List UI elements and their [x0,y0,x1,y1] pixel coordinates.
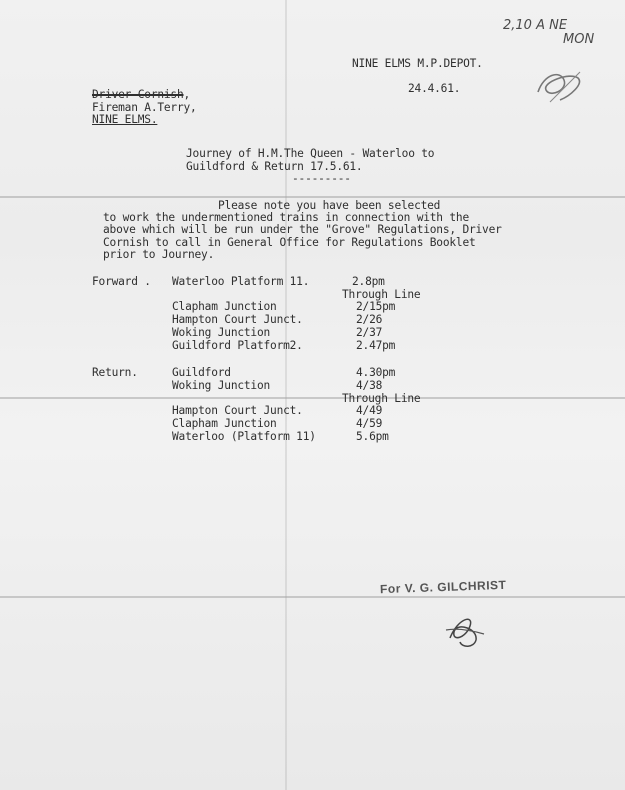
subject-line-1: Journey of H.M.The Queen - Waterloo to [186,147,435,160]
schedule-station: Woking Junction [172,326,271,339]
schedule-station: Hampton Court Junct. [172,404,303,417]
initials-signature-icon [530,62,590,112]
schedule-station: Waterloo Platform 11. [172,275,310,288]
schedule-time: 2/37 [356,326,383,339]
schedule-note: Through Line [342,288,421,301]
schedule-time: 2/15pm [356,300,396,313]
schedule-time: 4/49 [356,404,383,417]
forward-label: Forward . [92,275,151,288]
schedule-station: Woking Junction [172,379,271,392]
body-line: prior to Journey. [103,248,215,261]
handwritten-note: MON [563,32,595,47]
addressee-line-2: Fireman A.Terry, [92,101,197,114]
schedule-time: 4.30pm [356,366,396,379]
schedule-station: Guildford [172,366,231,379]
addressee-line-3: NINE ELMS. [92,113,158,126]
schedule-time: 2.47pm [356,339,396,352]
schedule-time: 4/38 [356,379,383,392]
body-line: to work the undermentioned trains in connection with the [103,211,469,224]
letter-date: 24.4.61. [408,82,461,95]
signature-stamp: For V. G. GILCHRIST [379,577,507,597]
schedule-note: Through Line [342,392,421,405]
fold-crease [0,397,625,399]
struck-name: Driver Cornish [92,88,184,101]
schedule-station: Hampton Court Junct. [172,313,303,326]
body-line: Please note you have been selected [218,199,441,212]
handwritten-note: 2,10 A NE [503,18,568,33]
schedule-station: Clapham Junction [172,417,277,430]
body-line: above which will be run under the "Grove" Regulations, Driver [103,223,502,236]
depot-name: NINE ELMS M.P.DEPOT. [352,57,483,70]
fold-crease [285,0,287,790]
schedule-station: Guildford Platform2. [172,339,303,352]
fold-crease [0,196,625,198]
signature-icon [440,608,490,653]
schedule-station: Clapham Junction [172,300,277,313]
schedule-time: 4/59 [356,417,383,430]
schedule-time: 5.6pm [356,430,389,443]
fold-crease [0,596,625,598]
addressee-line-1: Driver Cornish, [92,88,191,101]
schedule-time: 2.8pm [352,275,385,288]
subject-rule: --------- [292,172,351,185]
schedule-station: Waterloo (Platform 11) [172,430,316,443]
return-label: Return. [92,366,138,379]
schedule-time: 2/26 [356,313,383,326]
subject-line-2: Guildford & Return 17.5.61. [186,160,363,173]
body-line: Cornish to call in General Office for Regulations Booklet [103,236,476,249]
